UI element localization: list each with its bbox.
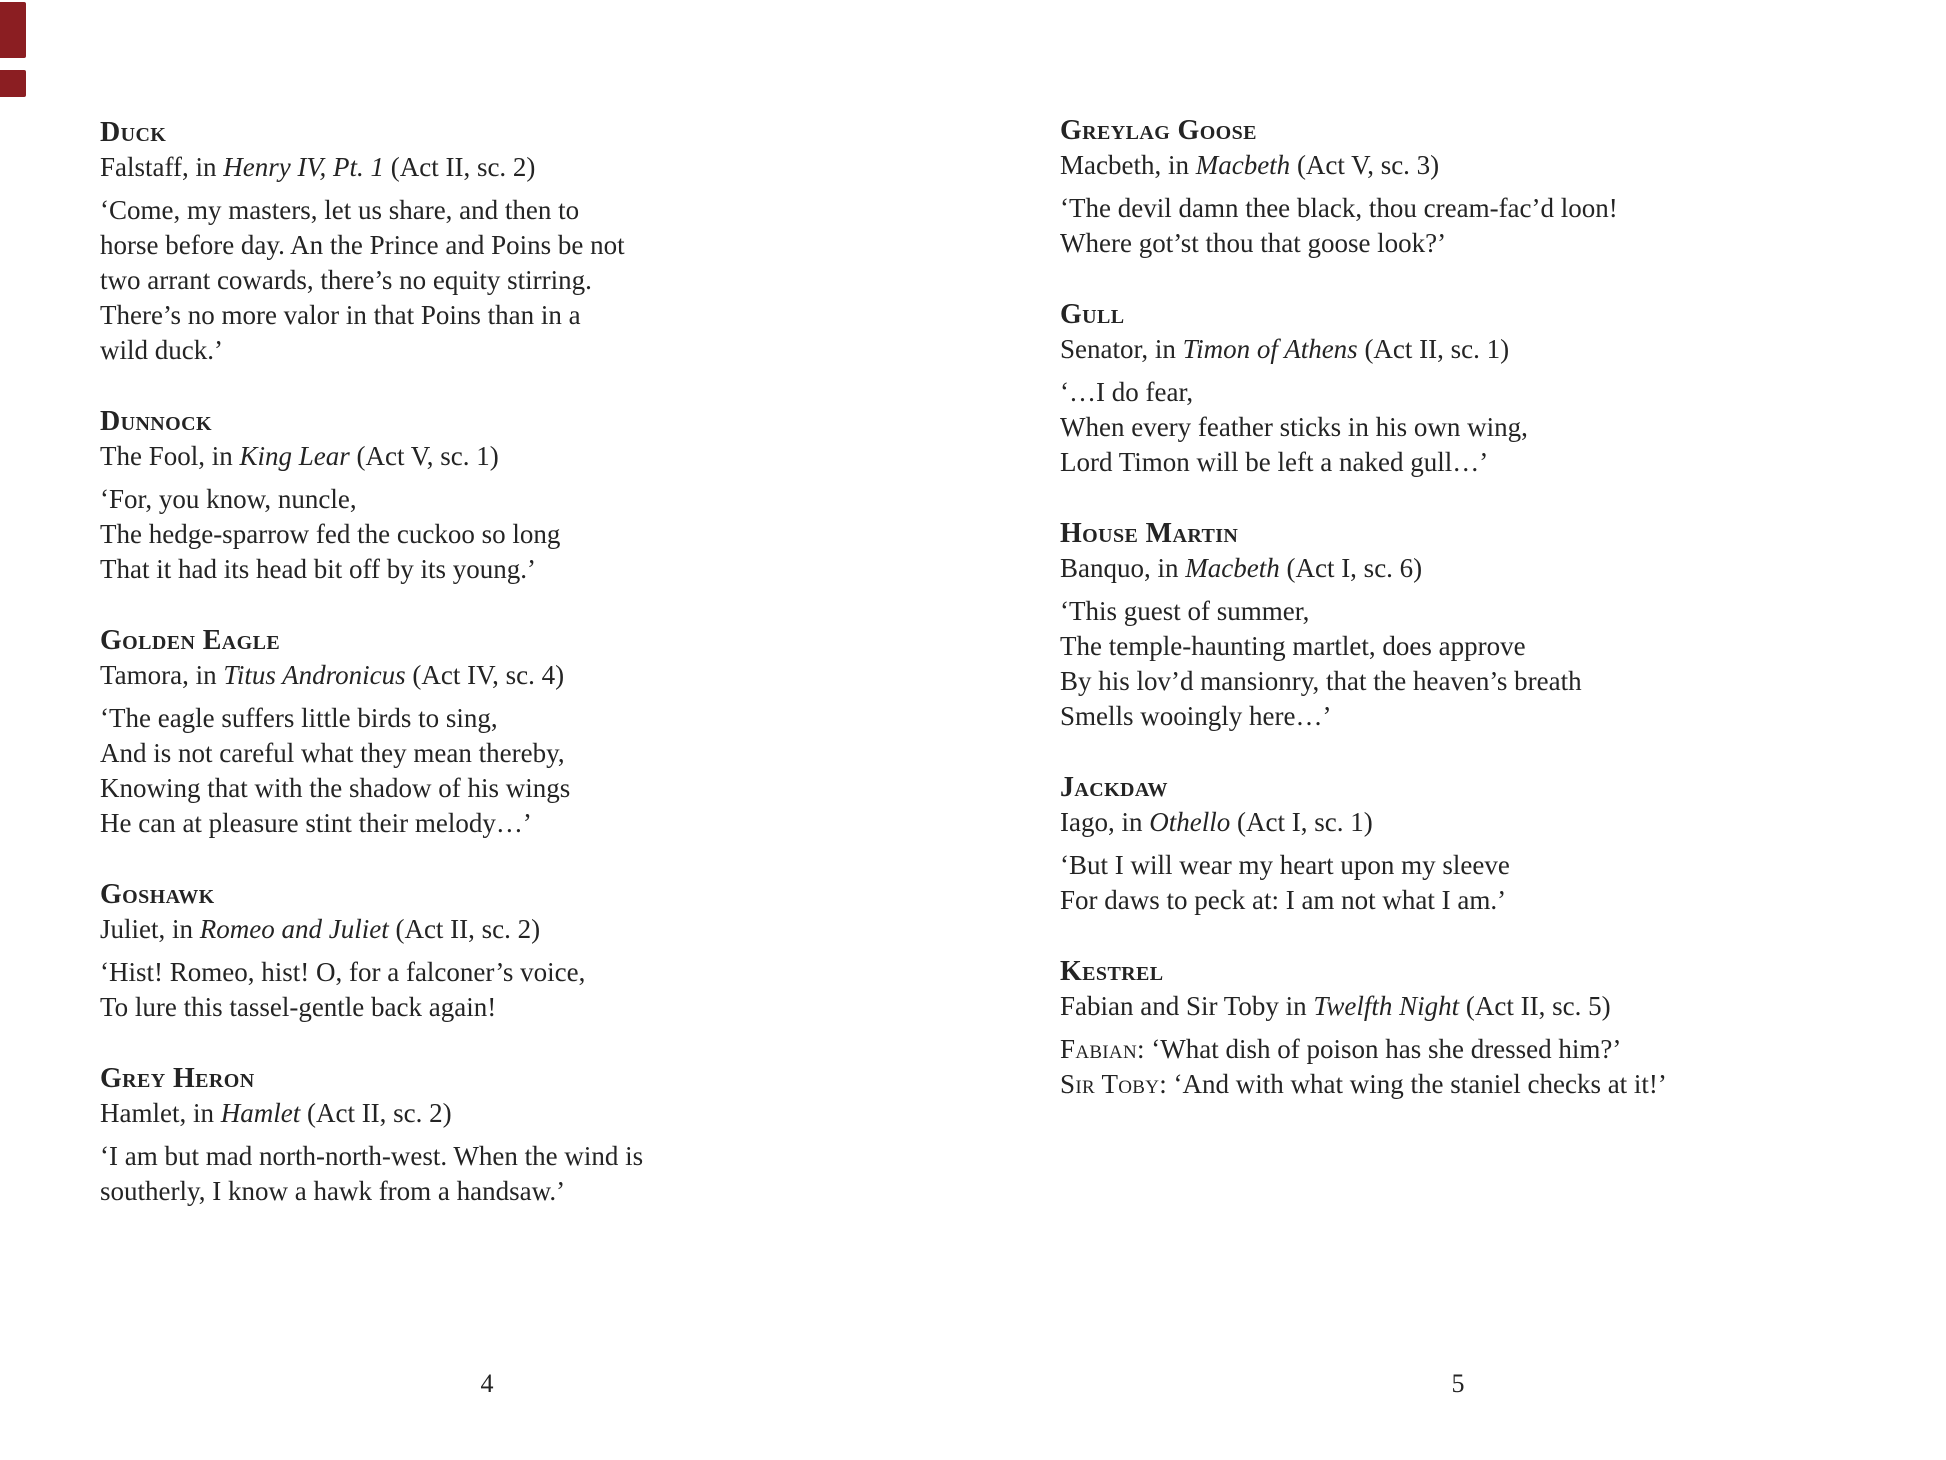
book-edge-mark [0,2,26,58]
speaker-name: Fabian [1060,1034,1137,1064]
quote-text: For daws to peck at: I am not what I am.’ [1060,885,1507,915]
quote-line [1060,445,1720,480]
quote-text: By his lov’d mansionry, that the heaven’s breath [1060,666,1582,696]
quote-text: The hedge-sparrow fed the cuckoo so long [100,519,561,549]
quote-text: two arrant cowards, there’s no equity stirring. [100,265,592,295]
quote-line [100,701,720,736]
quote-text: That it had its head bit off by its young.’ [100,554,536,584]
quote-line [100,552,720,587]
attribution-line [1060,989,1720,1024]
attribution-character: Macbeth, in [1060,150,1196,180]
quote-line [100,517,720,552]
quote-line [100,955,720,990]
attribution-act-scene: (Act I, sc. 1) [1230,807,1373,837]
quote-line [1060,629,1720,664]
quote-text: ‘I am but mad north-north-west. When the wind is [100,1141,644,1171]
quote-line [1060,594,1720,629]
quote-line [1060,1032,1720,1067]
quote-block [100,193,720,368]
quote-block [100,955,720,1025]
attribution-work-title: Othello [1149,807,1231,837]
quote-line [100,736,720,771]
attribution-character: Iago, in [1060,807,1150,837]
quote-line [100,990,720,1025]
quote-text: When every feather sticks in his own wing, [1060,412,1528,442]
attribution-line [100,150,720,185]
entry-section [1060,954,1720,1102]
quote-text: horse before day. An the Prince and Poins be not [100,230,625,260]
quote-line [100,482,720,517]
attribution-line [1060,332,1720,367]
quote-block [100,701,720,841]
entry-section [100,877,720,1025]
attribution-work-title: Titus Andronicus [223,660,406,690]
bird-name-heading: Jackdaw [1060,772,1168,803]
quote-text: Where got’st thou that goose look?’ [1060,228,1447,258]
quote-block [1060,594,1720,734]
quote-line [100,228,720,263]
quote-block [100,482,720,587]
attribution-line [1060,148,1720,183]
attribution-line [100,658,720,693]
quote-text: wild duck.’ [100,335,223,365]
entry-section [1060,516,1720,734]
attribution-work-title: Twelfth Night [1313,991,1460,1021]
page-number: 5 [1451,1369,1465,1398]
quote-text: ‘For, you know, nuncle, [100,484,357,514]
page-5-text-column [1060,113,1720,1138]
attribution-character: Senator, in [1060,334,1183,364]
bird-name-heading: Duck [100,117,167,148]
attribution-act-scene: (Act V, sc. 1) [349,441,499,471]
quote-text: And is not careful what they mean thereby, [100,738,565,768]
attribution-act-scene: (Act V, sc. 3) [1290,150,1440,180]
quote-block [1060,375,1720,480]
quote-line [1060,883,1720,918]
bird-name-heading: Goshawk [100,879,215,910]
attribution-work-title: Macbeth [1195,150,1291,180]
attribution-act-scene: (Act II, sc. 2) [383,152,536,182]
quote-text: Lord Timon will be left a naked gull…’ [1060,447,1489,477]
attribution-work-title: Macbeth [1185,553,1280,583]
attribution-character: The Fool, in [100,441,240,471]
quote-text: ‘Come, my masters, let us share, and then to [100,195,580,225]
entry-section [1060,113,1720,261]
book-edge-mark [0,70,26,97]
quote-line [100,1174,720,1209]
bird-name-heading: Greylag Goose [1060,115,1257,146]
quote-text: ‘Hist! Romeo, hist! O, for a falconer’s voice, [100,957,586,987]
quote-text: He can at pleasure stint their melody…’ [100,808,532,838]
quote-text: ‘The devil damn thee black, thou cream-fac’d loon! [1060,193,1618,223]
bird-name-heading: Grey Heron [100,1063,255,1094]
attribution-line [100,439,720,474]
entry-section [1060,297,1720,480]
bird-name-heading: Dunnock [100,406,212,437]
entry-section [100,115,720,368]
quote-text: ‘…I do fear, [1060,377,1194,407]
attribution-character: Fabian and Sir Toby in [1060,991,1314,1021]
quote-block [1060,1032,1720,1102]
quote-text: ‘The eagle suffers little birds to sing, [100,703,498,733]
bird-name-heading: Gull [1060,299,1125,330]
quote-line [100,1139,720,1174]
quote-line [1060,699,1720,734]
attribution-work-title: Timon of Athens [1182,334,1358,364]
quote-line [100,333,720,368]
entry-section [100,404,720,587]
quote-line [100,263,720,298]
attribution-act-scene: (Act II, sc. 2) [388,914,541,944]
quote-line [100,771,720,806]
quote-block [1060,191,1720,261]
quote-text: The temple-haunting martlet, does approve [1060,631,1526,661]
attribution-act-scene: (Act II, sc. 2) [300,1098,452,1128]
attribution-work-title: King Lear [239,441,350,471]
attribution-act-scene: (Act II, sc. 1) [1357,334,1510,364]
attribution-work-title: Henry IV, Pt. 1 [223,152,384,182]
speaker-name: Sir Toby [1060,1069,1160,1099]
quote-text: ‘But I will wear my heart upon my sleeve [1060,850,1510,880]
quote-block [1060,848,1720,918]
attribution-work-title: Hamlet [220,1098,301,1128]
quote-line [1060,226,1720,261]
entry-section [100,1061,720,1209]
attribution-character: Hamlet, in [100,1098,221,1128]
bird-name-heading: House Martin [1060,518,1239,549]
attribution-character: Tamora, in [100,660,224,690]
attribution-line [1060,551,1720,586]
quote-line [1060,664,1720,699]
quote-text: : ‘What dish of poison has she dressed him?’ [1136,1034,1622,1064]
attribution-act-scene: (Act IV, sc. 4) [405,660,565,690]
attribution-character: Banquo, in [1060,553,1186,583]
quote-line [100,806,720,841]
quote-line [1060,191,1720,226]
quote-line [100,193,720,228]
page-number: 4 [480,1369,494,1398]
quote-line [1060,848,1720,883]
attribution-act-scene: (Act II, sc. 5) [1459,991,1611,1021]
bird-name-heading: Golden Eagle [100,625,281,656]
attribution-act-scene: (Act I, sc. 6) [1279,553,1423,583]
quote-line [1060,1067,1720,1102]
attribution-line [1060,805,1720,840]
quote-line [100,298,720,333]
page-4-text-column [100,115,720,1245]
entry-section [100,623,720,841]
attribution-line [100,912,720,947]
quote-text: : ‘And with what wing the staniel checks at it!’ [1159,1069,1667,1099]
entry-section [1060,770,1720,918]
quote-text: Smells wooingly here…’ [1060,701,1332,731]
quote-line [1060,410,1720,445]
quote-line [1060,375,1720,410]
quote-block [100,1139,720,1209]
attribution-line [100,1096,720,1131]
quote-text: Knowing that with the shadow of his wings [100,773,571,803]
attribution-character: Falstaff, in [100,152,224,182]
quote-text: To lure this tassel-gentle back again! [100,992,497,1022]
bird-name-heading: Kestrel [1060,956,1164,987]
quote-text: southerly, I know a hawk from a handsaw.’ [100,1176,566,1206]
attribution-character: Juliet, in [100,914,200,944]
quote-text: ‘This guest of summer, [1060,596,1310,626]
attribution-work-title: Romeo and Juliet [199,914,389,944]
quote-text: There’s no more valor in that Poins than in a [100,300,581,330]
